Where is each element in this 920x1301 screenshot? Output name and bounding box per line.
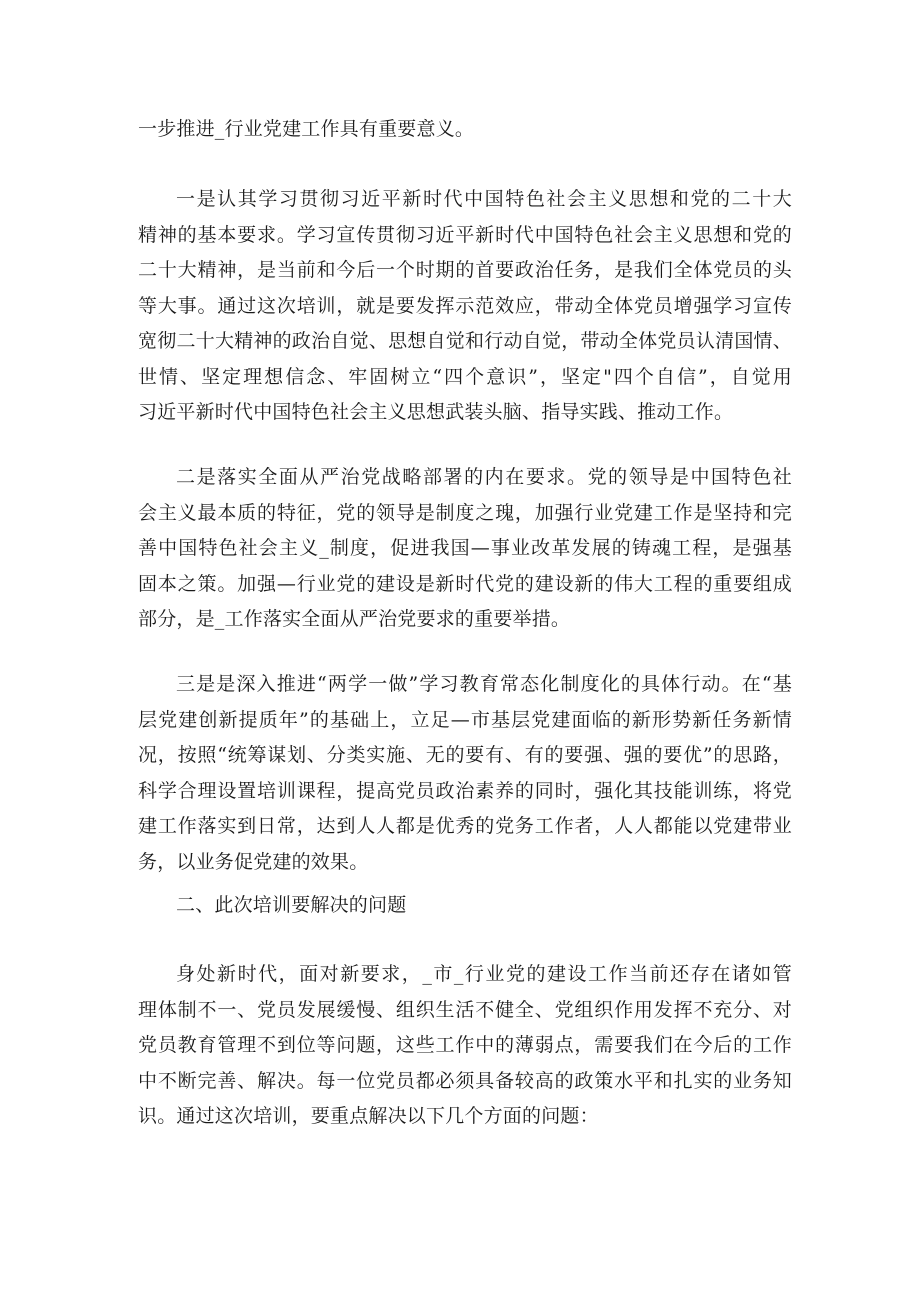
text-line: 二是落实全面从严治党战略部署的内在要求。党的领导是中国特色社 [176, 466, 792, 488]
text-line: 会主义最本质的特征，党的领导是制度之瑰，加强行业党建工作是坚持和完 [138, 501, 792, 524]
text-line: 世情、坚定理想信念、牢固树立“四个意识”，坚定"四个自信”，自觉用 [138, 365, 792, 388]
text-line: 二十大精神，是当前和今后一个时期的首要政治任务，是我们全体党员的头 [138, 259, 792, 281]
text-line: 科学合理设置培训课程，提高党员政治素养的同时，强化其技能训练，将党 [138, 779, 792, 802]
text-line: 习近平新时代中国特色社会主义思想武装头脑、指导实践、推动工作。 [138, 401, 734, 423]
heading-text: 二、此次培训要解决的问题 [176, 894, 407, 916]
text-line: 识。通过这次培训，要重点解决以下几个方面的问题： [138, 1105, 599, 1127]
text-line: 精神的基本要求。学习宣传贯彻习近平新时代中国特色社会主义思想和党的 [138, 223, 792, 246]
text-line: 宽彻二十大精神的政治自觉、思想自觉和行动自觉，带动全体党员认清国情、 [138, 330, 792, 352]
text-line: 建工作落实到日常，达到人人都是优秀的党务工作者，人人都能以党建带业 [138, 815, 792, 837]
text-line: 等大事。通过这次培训，就是要发挥示范效应，带动全体党员增强学习宣传 [138, 294, 792, 317]
text-line: 况，按照“统筹谋划、分类实施、无的要有、有的要强、强的要优”的思路， [138, 744, 792, 766]
text-line: 部分，是_工作落实全面从严治党要求的重要举措。 [138, 608, 571, 630]
text-line: 党员教育管理不到位等问题，这些工作中的薄弱点，需要我们在今后的工作 [138, 1034, 792, 1056]
text-line: 身处新时代，面对新要求，_市_行业党的建设工作当前还存在诸如管 [176, 963, 792, 985]
text-line: 中不断完善、解决。每一位党员都必须具备较高的政策水平和扎实的业务知 [138, 1069, 792, 1092]
text-line: 务，以业务促党建的效果。 [138, 850, 369, 873]
paragraph-problems [138, 957, 792, 1135]
text-line: 一步推进_行业党建工作具有重要意义。 [138, 118, 475, 140]
text-line: 善中国特色社会主义_制度，促进我国—事业改革发展的铸魂工程，是强基 [138, 537, 792, 559]
paragraph-point-one [138, 182, 792, 431]
text-line: 三是是深入推进“两学一做”学习教育常态化制度化的具体行动。在“基 [176, 673, 792, 695]
paragraph-point-three [138, 667, 792, 880]
text-line: 一是认其学习贯彻习近平新时代中国特色社会主义思想和党的二十大 [176, 188, 792, 210]
text-line: 固本之策。加强—行业党的建设是新时代党的建设新的伟大工程的重要组成 [138, 572, 792, 595]
section-heading [138, 888, 792, 924]
paragraph-point-two [138, 460, 792, 638]
text-line: 理体制不一、党员发展缓慢、组织生活不健全、党组织作用发挥不充分、对 [138, 998, 792, 1021]
paragraph-continuation [138, 112, 792, 148]
text-line: 层党建创新提质年”的基础上，立足—市基层党建面临的新形势新任务新情 [138, 708, 792, 731]
